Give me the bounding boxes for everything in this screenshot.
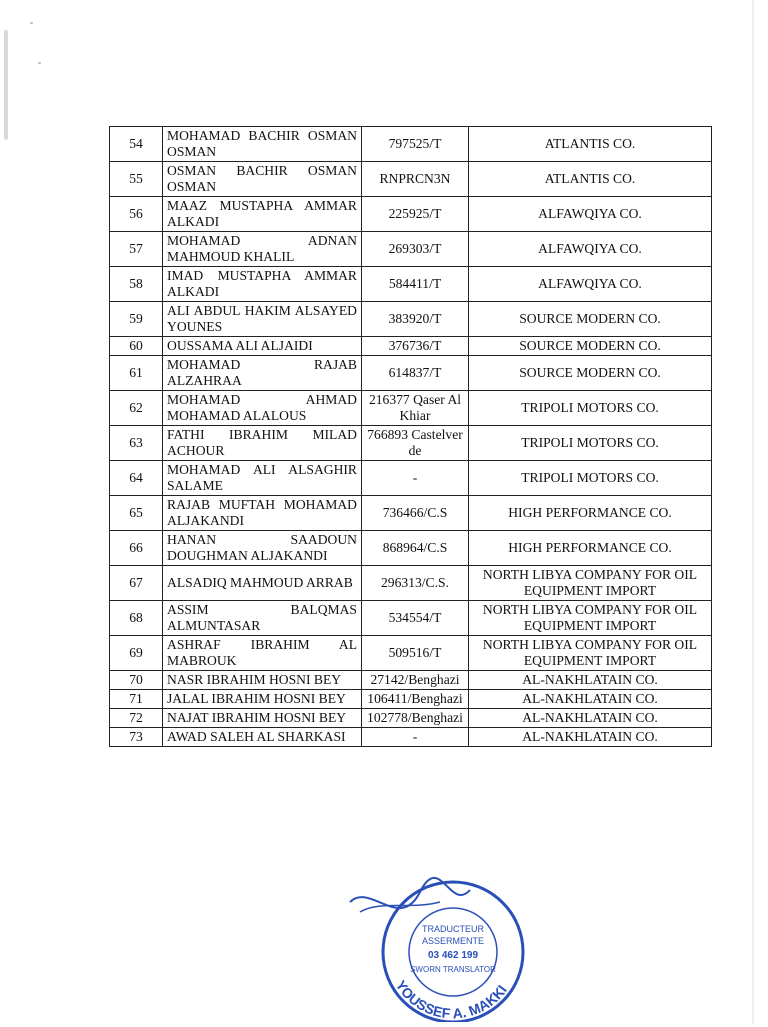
person-name-cell: ALSADIQ MAHMOUD ARRAB [163,566,362,601]
table-row [110,531,712,566]
seal-ring-text: YOUSSEF A. MAKKI [392,977,510,1022]
table-row [110,232,712,267]
table-row [110,197,712,232]
row-number-cell: 54 [110,127,163,162]
id-number-cell: 614837/T [362,356,469,391]
id-number-cell: 736466/C.S [362,496,469,531]
row-number-cell: 69 [110,636,163,671]
row-number-cell: 57 [110,232,163,267]
person-name-cell: FATHI IBRAHIM MILAD ACHOUR [163,426,362,461]
company-cell: SOURCE MODERN CO. [469,302,712,337]
seal-sworn-label: SWORN TRANSLATOR [410,965,496,974]
seal-inner-line-1: TRADUCTEUR [422,924,484,934]
table-row [110,601,712,636]
id-number-cell: 102778/Benghazi [362,709,469,728]
table-row [110,709,712,728]
row-number-cell: 71 [110,690,163,709]
table-row [110,337,712,356]
row-number-cell: 60 [110,337,163,356]
page-right-edge [752,0,754,1024]
person-name-cell: NAJAT IBRAHIM HOSNI BEY [163,709,362,728]
seal-phone: 03 462 199 [427,950,479,961]
id-number-cell: 534554/T [362,601,469,636]
company-cell: ATLANTIS CO. [469,127,712,162]
table-row [110,566,712,601]
company-cell: NORTH LIBYA COMPANY FOR OIL EQUIPMENT IMPORT [469,566,712,601]
person-name-cell: MOHAMAD ALI ALSAGHIR SALAME [163,461,362,496]
id-number-cell: 27142/Benghazi [362,671,469,690]
company-cell: TRIPOLI MOTORS CO. [469,461,712,496]
person-name-cell: NASR IBRAHIM HOSNI BEY [163,671,362,690]
row-number-cell: 63 [110,426,163,461]
company-cell: SOURCE MODERN CO. [469,356,712,391]
company-cell: ALFAWQIYA CO. [469,267,712,302]
person-name-cell: AWAD SALEH AL SHARKASI [163,728,362,747]
company-cell: ALFAWQIYA CO. [469,232,712,267]
id-number-cell: 509516/T [362,636,469,671]
row-number-cell: 67 [110,566,163,601]
table-row [110,636,712,671]
person-name-cell: HANAN SAADOUN DOUGHMAN ALJAKANDI [163,531,362,566]
scan-speck [38,62,41,64]
person-name-cell: RAJAB MUFTAH MOHAMAD ALJAKANDI [163,496,362,531]
row-number-cell: 64 [110,461,163,496]
id-number-cell: 868964/C.S [362,531,469,566]
row-number-cell: 73 [110,728,163,747]
row-number-cell: 56 [110,197,163,232]
company-cell: ATLANTIS CO. [469,162,712,197]
person-name-cell: OUSSAMA ALI ALJAIDI [163,337,362,356]
company-cell: ALFAWQIYA CO. [469,197,712,232]
id-number-cell: 106411/Benghazi [362,690,469,709]
row-number-cell: 66 [110,531,163,566]
person-name-cell: MOHAMAD AHMAD MOHAMAD ALALOUS [163,391,362,426]
table-row [110,671,712,690]
scan-speck [30,22,33,24]
company-cell: TRIPOLI MOTORS CO. [469,426,712,461]
id-number-cell: - [362,728,469,747]
id-number-cell: 376736/T [362,337,469,356]
id-number-cell: 383920/T [362,302,469,337]
seal-inner-line-2: ASSERMENTE [421,936,485,946]
id-number-cell: 584411/T [362,267,469,302]
id-number-cell: RNPRCN3N [362,162,469,197]
company-cell: AL-NAKHLATAIN CO. [469,728,712,747]
table-row [110,690,712,709]
translator-stamp-area [330,872,530,1022]
company-cell: NORTH LIBYA COMPANY FOR OIL EQUIPMENT IMPORT [469,636,712,671]
row-number-cell: 55 [110,162,163,197]
company-cell: HIGH PERFORMANCE CO. [469,531,712,566]
company-cell: AL-NAKHLATAIN CO. [469,709,712,728]
person-name-cell: IMAD MUSTAPHA AMMAR ALKADI [163,267,362,302]
table-row [110,496,712,531]
table-row [110,461,712,496]
company-cell: AL-NAKHLATAIN CO. [469,690,712,709]
id-number-cell: - [362,461,469,496]
person-name-cell: MOHAMAD BACHIR OSMAN OSMAN [163,127,362,162]
beneficiary-table [109,126,712,747]
table-row [110,356,712,391]
row-number-cell: 62 [110,391,163,426]
row-number-cell: 65 [110,496,163,531]
company-cell: AL-NAKHLATAIN CO. [469,671,712,690]
id-number-cell: 296313/C.S. [362,566,469,601]
person-name-cell: ALI ABDUL HAKIM ALSAYED YOUNES [163,302,362,337]
row-number-cell: 72 [110,709,163,728]
person-name-cell: ASHRAF IBRAHIM AL MABROUK [163,636,362,671]
translator-seal [330,872,530,1022]
table-row [110,426,712,461]
id-number-cell: 225925/T [362,197,469,232]
person-name-cell: MOHAMAD ADNAN MAHMOUD KHALIL [163,232,362,267]
row-number-cell: 61 [110,356,163,391]
person-name-cell: MAAZ MUSTAPHA AMMAR ALKADI [163,197,362,232]
company-cell: SOURCE MODERN CO. [469,337,712,356]
page-edge-shadow [4,30,8,140]
table-row [110,127,712,162]
row-number-cell: 59 [110,302,163,337]
company-cell: NORTH LIBYA COMPANY FOR OIL EQUIPMENT IMPORT [469,601,712,636]
id-number-cell: 216377 Qaser Al Khiar [362,391,469,426]
company-cell: TRIPOLI MOTORS CO. [469,391,712,426]
id-number-cell: 797525/T [362,127,469,162]
table-row [110,302,712,337]
table-row [110,267,712,302]
row-number-cell: 58 [110,267,163,302]
row-number-cell: 70 [110,671,163,690]
person-name-cell: ASSIM BALQMAS ALMUNTASAR [163,601,362,636]
person-name-cell: JALAL IBRAHIM HOSNI BEY [163,690,362,709]
id-number-cell: 766893 Castelverde [362,426,469,461]
person-name-cell: MOHAMAD RAJAB ALZAHRAA [163,356,362,391]
row-number-cell: 68 [110,601,163,636]
table-row [110,391,712,426]
person-name-cell: OSMAN BACHIR OSMAN OSMAN [163,162,362,197]
id-number-cell: 269303/T [362,232,469,267]
table-row [110,728,712,747]
company-cell: HIGH PERFORMANCE CO. [469,496,712,531]
table-row [110,162,712,197]
